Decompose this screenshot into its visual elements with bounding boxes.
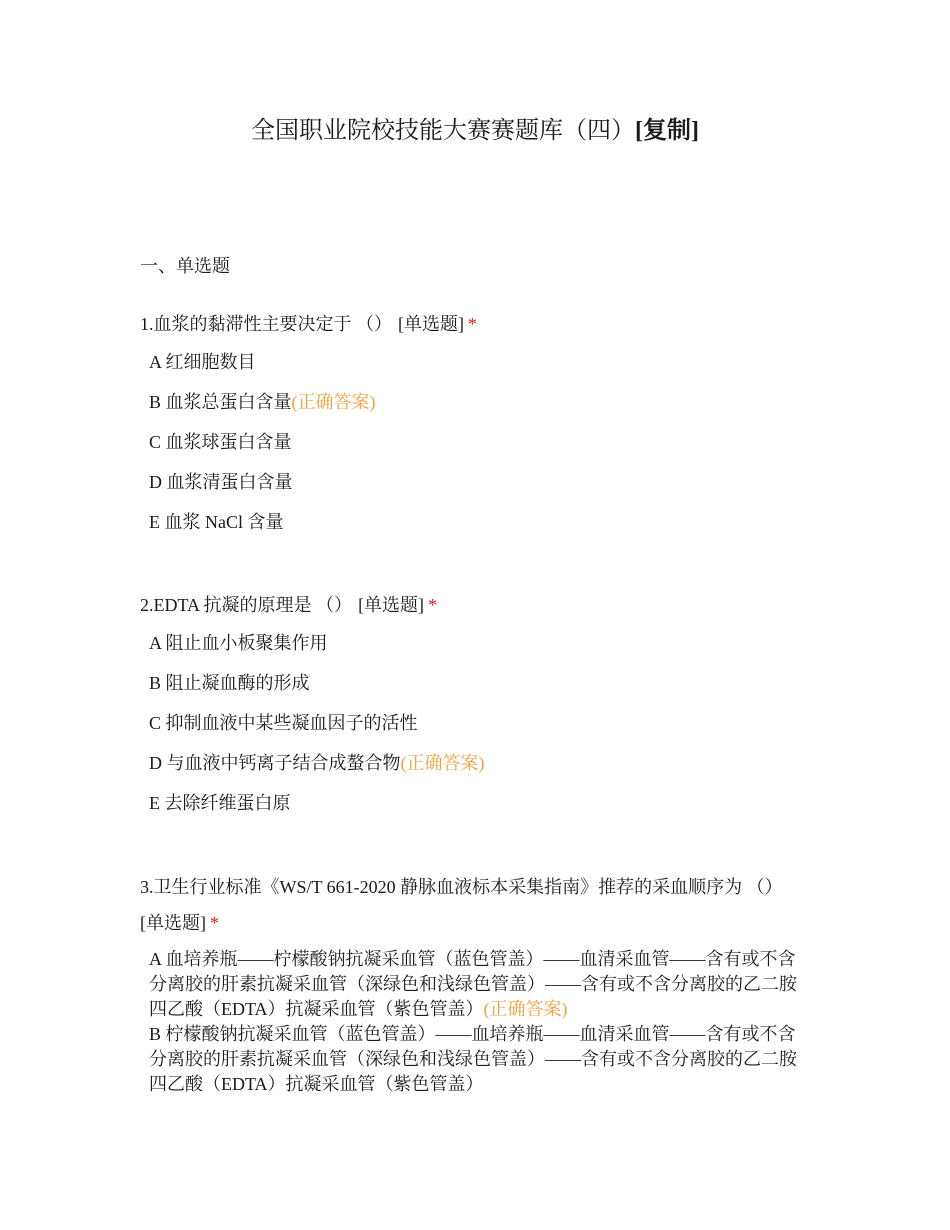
copy-tag: [复制]: [635, 118, 699, 144]
correct-answer-tag: (正确答案): [291, 392, 376, 412]
option-c[interactable]: [149, 709, 820, 749]
question-text: 2.EDTA 抗凝的原理是 （）: [140, 595, 353, 615]
option-text: D 与血液中钙离子结合成螯合物: [149, 753, 401, 773]
option-text: D 血浆清蛋白含量: [149, 472, 293, 492]
correct-answer-tag: (正确答案): [400, 753, 485, 773]
question-1: [140, 306, 820, 548]
option-e[interactable]: [149, 789, 820, 829]
question-type: [单选题]: [398, 314, 464, 334]
option-e[interactable]: [149, 508, 820, 548]
required-mark: *: [468, 314, 477, 334]
required-mark: *: [428, 595, 438, 615]
option-b[interactable]: [149, 1022, 804, 1097]
section-heading: 一、单选题: [140, 256, 230, 276]
question-type: [单选题]: [140, 913, 206, 933]
page-title-text: 全国职业院校技能大赛赛题库（四）: [251, 118, 635, 144]
option-c[interactable]: [149, 428, 820, 468]
option-d[interactable]: [149, 468, 820, 508]
option-text: B 阻止凝血酶的形成: [149, 673, 310, 693]
option-text: C 血浆球蛋白含量: [149, 432, 292, 452]
option-text: A 阻止血小板聚集作用: [149, 633, 328, 653]
option-text: B 血浆总蛋白含量: [149, 392, 292, 412]
option-text: B 柠檬酸钠抗凝采血管（蓝色管盖）——血培养瓶——血清采血管——含有或不含分离胶的肝素抗凝采血管（深绿色和浅绿色管盖）——含有或不含分离胶的乙二胺四乙酸（EDTA）抗凝采血管（紫色管盖）: [149, 1024, 797, 1094]
page-title: [0, 110, 950, 145]
question-text: 3.卫生行业标准《WS/T 661-2020 静脉血液标本采集指南》推荐的采血顺序为 （）: [140, 877, 783, 897]
option-b[interactable]: [149, 388, 820, 428]
option-b[interactable]: [149, 669, 820, 709]
option-text: E 血浆 NaCl 含量: [149, 512, 284, 532]
question-stem: [140, 587, 820, 623]
correct-answer-tag: (正确答案): [483, 999, 568, 1019]
option-a[interactable]: [149, 629, 820, 669]
question-text: 1.血浆的黏滞性主要决定于 （）: [140, 314, 392, 334]
question-type: [单选题]: [358, 595, 425, 615]
question-2: [140, 587, 820, 829]
option-text: C 抑制血液中某些凝血因子的活性: [149, 713, 418, 733]
option-d[interactable]: [149, 749, 820, 789]
question-stem: [140, 869, 820, 941]
question-stem: [140, 306, 820, 342]
option-text: A 红细胞数目: [149, 352, 256, 372]
option-text: A 血培养瓶——柠檬酸钠抗凝采血管（蓝色管盖）——血清采血管——含有或不含分离胶的肝素抗凝采血管（深绿色和浅绿色管盖）——含有或不含分离胶的乙二胺四乙酸（EDTA）抗凝采血管（紫色管盖）: [149, 949, 797, 1019]
option-text: E 去除纤维蛋白原: [149, 793, 291, 813]
required-mark: *: [210, 913, 219, 933]
option-a[interactable]: [149, 348, 820, 388]
question-3: [140, 869, 820, 1097]
option-a[interactable]: [149, 947, 804, 1022]
